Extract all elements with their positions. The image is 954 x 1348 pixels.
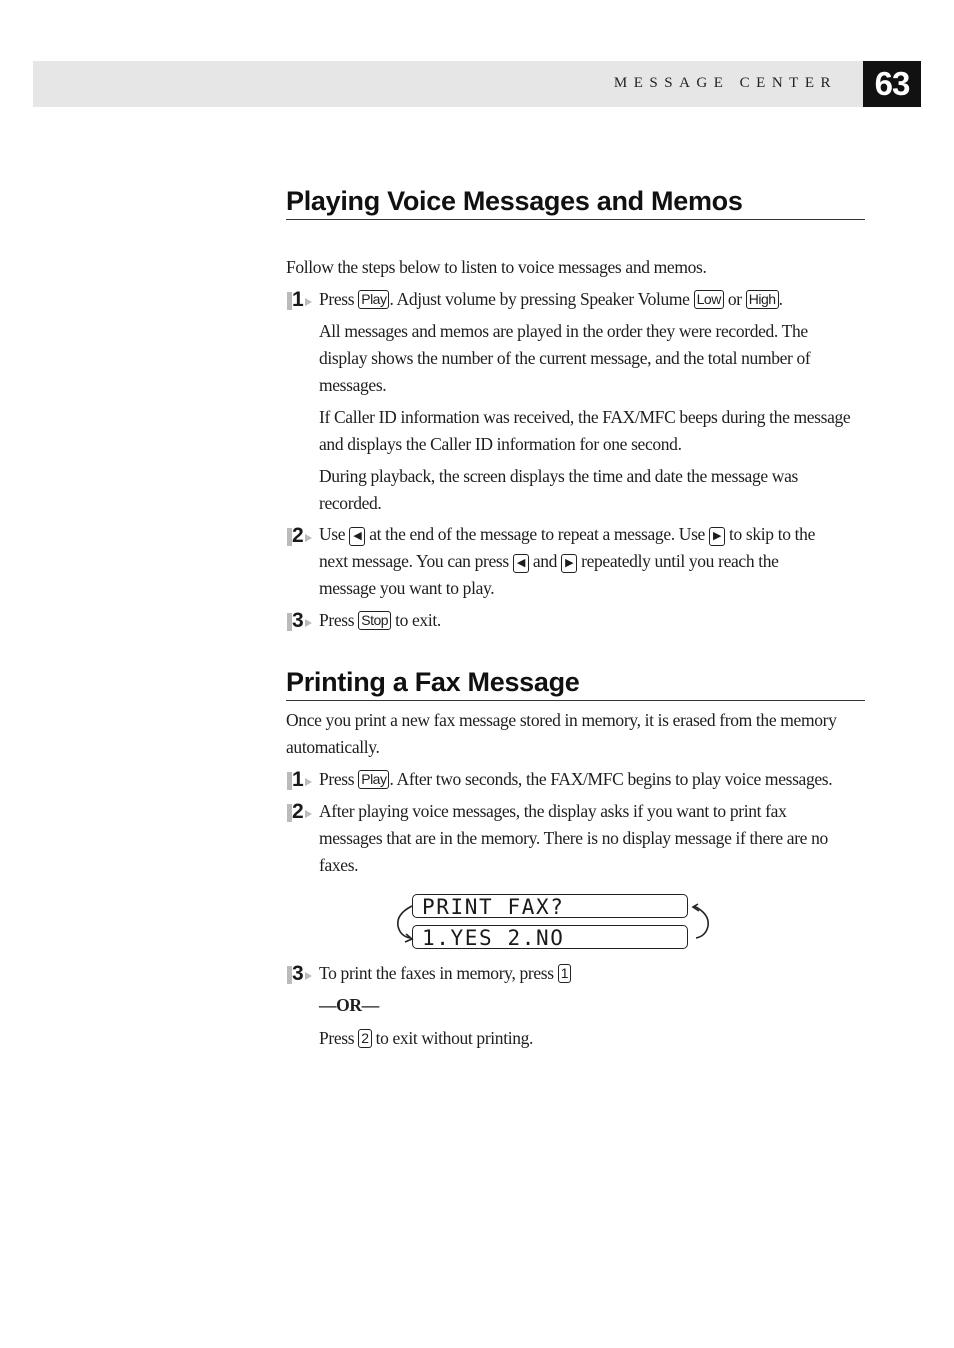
play-key: Play xyxy=(358,290,389,309)
right-arrow-key-icon: ▶ xyxy=(709,527,725,546)
step3-line: Press Stop to exit. xyxy=(319,610,441,630)
step1-paragraph-order: All messages and memos are played in the order they were recorded. The display shows the number of the current message, and the total number of messages. xyxy=(319,321,811,395)
step2-paragraph: Use ◀ at the end of the message to repeat a message. Use ▶ to skip to the next message. You can press ◀ and ▶ repeatedly until you reach the message you want to play. xyxy=(319,524,816,598)
step-number-3: 3 xyxy=(289,611,313,631)
key-2: 2 xyxy=(358,1029,371,1048)
fax-step3-line: To print the faxes in memory, press 1 xyxy=(319,960,571,987)
play-key: Play xyxy=(358,770,389,789)
step-number-1: 1 xyxy=(289,770,313,790)
running-head: MESSAGE CENTER xyxy=(613,75,837,91)
step-number-2: 2 xyxy=(289,526,313,546)
step1-paragraph-playback: During playback, the screen displays the time and date the message was recorded. xyxy=(319,466,798,513)
or-separator: —OR— xyxy=(319,995,379,1015)
lcd-display xyxy=(394,892,712,952)
section-heading-playing-voice: Playing Voice Messages and Memos xyxy=(286,186,865,220)
section1-intro: Follow the steps below to listen to voice messages and memos. xyxy=(286,257,707,277)
step-number-3: 3 xyxy=(289,964,313,984)
left-arrow-key-icon: ◀ xyxy=(513,554,529,573)
section-heading-printing-fax: Printing a Fax Message xyxy=(286,667,865,701)
key-1: 1 xyxy=(558,964,571,983)
left-arrow-key-icon: ◀ xyxy=(349,527,365,546)
low-key: Low xyxy=(694,290,724,309)
fax-step2-paragraph: After playing voice messages, the display asks if you want to print fax messages that are in the memory. There is no display message if there are no faxes. xyxy=(319,801,828,875)
step1-line: Press Play . Adjust volume by pressing Speaker Volume Low or High . xyxy=(319,289,783,309)
stop-key: Stop xyxy=(358,611,391,630)
fax-step3-alt-line: Press 2 to exit without printing. xyxy=(319,1028,534,1048)
step-number-1: 1 xyxy=(289,290,313,310)
lcd-line-2: 1.YES 2.NO xyxy=(412,925,688,949)
fax-step1-line: Press Play . After two seconds, the FAX/MFC begins to play voice messages. xyxy=(319,769,833,789)
high-key: High xyxy=(746,290,779,309)
right-arrow-key-icon: ▶ xyxy=(561,554,577,573)
lcd-line-1: PRINT FAX? xyxy=(412,894,688,918)
page-number: 63 xyxy=(863,61,921,107)
section2-intro: Once you print a new fax message stored in memory, it is erased from the memory automatically. xyxy=(286,710,837,757)
step-number-2: 2 xyxy=(289,802,313,822)
step1-paragraph-caller-id: If Caller ID information was received, the FAX/MFC beeps during the message and displays the Caller ID information for one second. xyxy=(319,407,851,454)
